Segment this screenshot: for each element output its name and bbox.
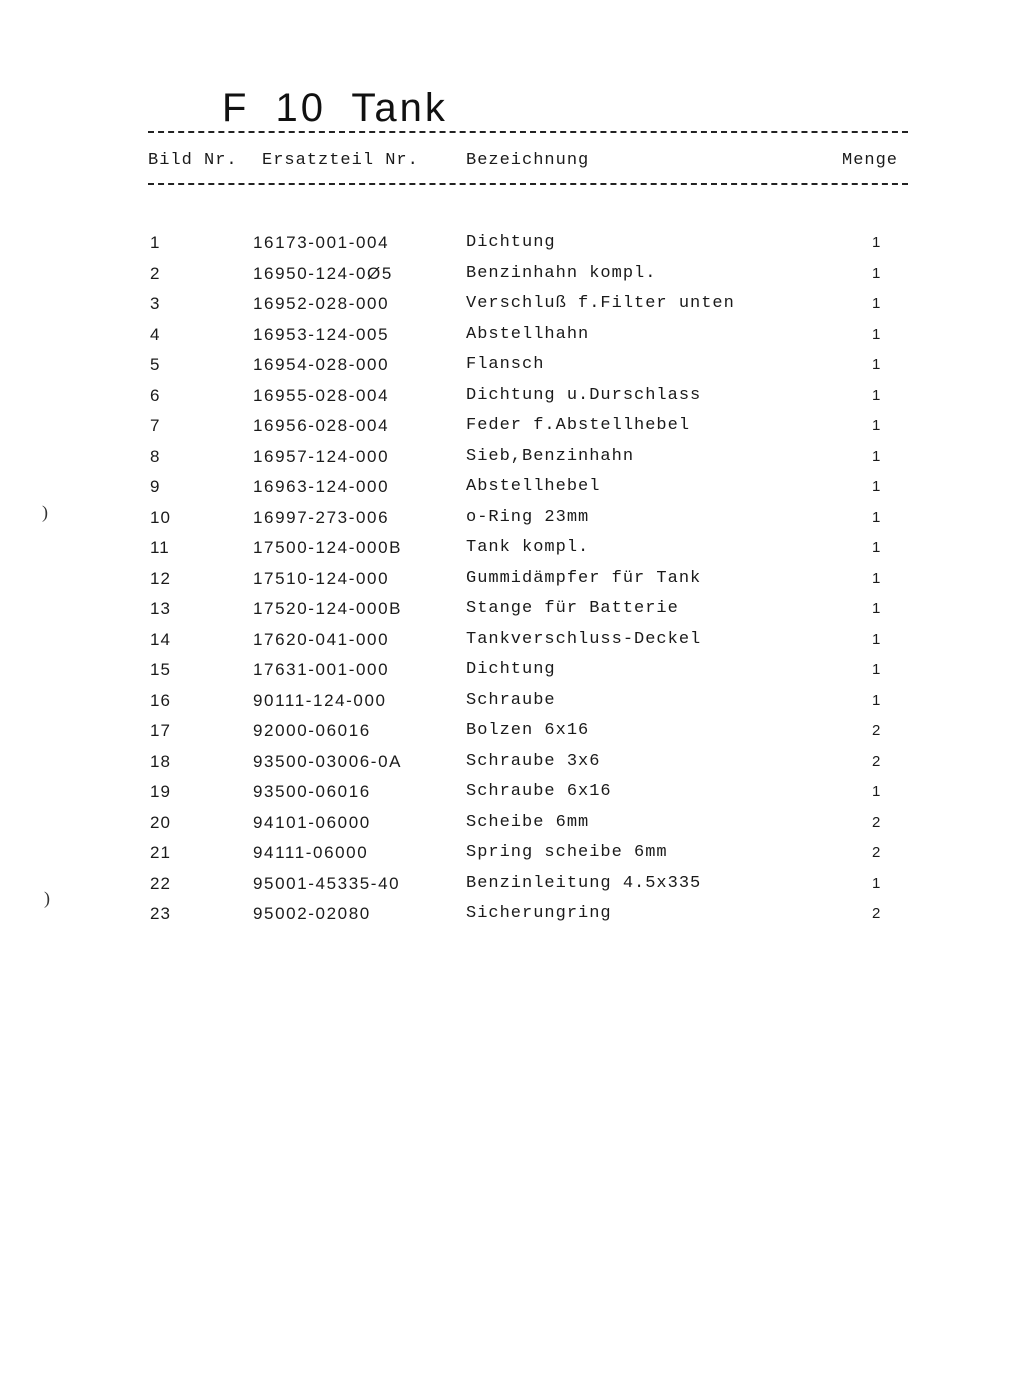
cell-bezeichnung: Scheibe 6mm bbox=[466, 812, 590, 832]
cell-ersatzteil-nr: 93500-06016 bbox=[253, 782, 371, 801]
table-row bbox=[0, 625, 1028, 656]
cell-ersatzteil-nr: 17510-124-000 bbox=[253, 568, 390, 588]
cell-bild-nr: 10 bbox=[150, 507, 171, 527]
cell-bild-nr: 15 bbox=[150, 660, 171, 679]
table-row bbox=[0, 808, 1028, 839]
cell-menge: 2 bbox=[872, 813, 881, 831]
cell-bezeichnung: Tank kompl. bbox=[466, 538, 590, 557]
cell-bezeichnung: Dichtung u.Durschlass bbox=[466, 385, 702, 405]
cell-bezeichnung: Benzinhahn kompl. bbox=[466, 263, 657, 283]
table-row bbox=[0, 869, 1028, 900]
cell-bild-nr: 16 bbox=[150, 690, 171, 710]
cell-bezeichnung: Benzinleitung 4.5x335 bbox=[466, 873, 702, 893]
cell-bezeichnung: Schraube 3x6 bbox=[466, 751, 601, 771]
cell-menge: 1 bbox=[872, 478, 881, 495]
table-row bbox=[0, 350, 1028, 381]
table-row bbox=[0, 228, 1028, 259]
cell-ersatzteil-nr: 95001-45335-40 bbox=[253, 873, 401, 893]
cell-menge: 2 bbox=[872, 844, 881, 861]
cell-ersatzteil-nr: 17620-041-000 bbox=[253, 629, 390, 649]
cell-menge: 1 bbox=[872, 234, 881, 251]
table-row bbox=[0, 533, 1028, 564]
cell-menge: 1 bbox=[872, 264, 881, 282]
table-row bbox=[0, 655, 1028, 686]
cell-ersatzteil-nr: 17500-124-000B bbox=[253, 538, 403, 557]
table-row bbox=[0, 686, 1028, 717]
column-header-menge: Menge bbox=[842, 151, 899, 170]
cell-menge: 1 bbox=[872, 295, 881, 312]
column-header-ersatzteil-nr: Ersatzteil Nr. bbox=[262, 151, 419, 170]
margin-mark: ) bbox=[44, 888, 50, 908]
column-header-bild-nr: Bild Nr. bbox=[148, 151, 238, 170]
table-row bbox=[0, 503, 1028, 534]
cell-bild-nr: 8 bbox=[150, 446, 161, 466]
cell-bezeichnung: Abstellhahn bbox=[466, 324, 590, 344]
table-row bbox=[0, 716, 1028, 747]
cell-bezeichnung: Schraube bbox=[466, 690, 556, 710]
column-header-bezeichnung: Bezeichnung bbox=[466, 151, 590, 170]
table-row bbox=[0, 411, 1028, 442]
table-row bbox=[0, 777, 1028, 808]
cell-bild-nr: 18 bbox=[150, 751, 171, 771]
cell-ersatzteil-nr: 17520-124-000B bbox=[253, 599, 403, 618]
cell-bild-nr: 20 bbox=[150, 812, 171, 832]
cell-bild-nr: 2 bbox=[150, 263, 161, 283]
cell-bezeichnung: Abstellhebel bbox=[466, 477, 601, 496]
cell-bild-nr: 3 bbox=[150, 294, 161, 313]
cell-bezeichnung: Spring scheibe 6mm bbox=[466, 843, 668, 862]
table-row bbox=[0, 381, 1028, 412]
cell-bild-nr: 1 bbox=[150, 233, 161, 252]
cell-menge: 1 bbox=[872, 783, 881, 800]
table-row bbox=[0, 442, 1028, 473]
cell-bild-nr: 9 bbox=[150, 477, 161, 496]
cell-menge: 1 bbox=[872, 447, 881, 465]
cell-ersatzteil-nr: 17631-001-000 bbox=[253, 660, 390, 679]
table-row bbox=[0, 899, 1028, 930]
cell-bezeichnung: Feder f.Abstellhebel bbox=[466, 416, 691, 435]
cell-menge: 2 bbox=[872, 905, 881, 922]
cell-ersatzteil-nr: 93500-03006-0A bbox=[253, 751, 403, 771]
cell-bild-nr: 17 bbox=[150, 721, 171, 740]
cell-bild-nr: 5 bbox=[150, 355, 161, 374]
cell-ersatzteil-nr: 16956-028-004 bbox=[253, 416, 390, 435]
cell-bild-nr: 14 bbox=[150, 629, 171, 649]
cell-bezeichnung: Gummidämpfer für Tank bbox=[466, 568, 702, 588]
header-divider bbox=[148, 183, 908, 185]
cell-menge: 1 bbox=[872, 569, 881, 587]
table-row bbox=[0, 259, 1028, 290]
cell-menge: 1 bbox=[872, 356, 881, 373]
cell-bezeichnung: Bolzen 6x16 bbox=[466, 721, 590, 740]
cell-menge: 2 bbox=[872, 752, 881, 770]
cell-bild-nr: 21 bbox=[150, 843, 171, 862]
cell-bild-nr: 11 bbox=[150, 538, 170, 557]
cell-bezeichnung: Sieb,Benzinhahn bbox=[466, 446, 635, 466]
cell-ersatzteil-nr: 16955-028-004 bbox=[253, 385, 390, 405]
cell-ersatzteil-nr: 16954-028-000 bbox=[253, 355, 390, 374]
cell-menge: 1 bbox=[872, 630, 881, 648]
cell-bezeichnung: Sicherungring bbox=[466, 904, 612, 923]
cell-ersatzteil-nr: 16957-124-000 bbox=[253, 446, 390, 466]
table-row bbox=[0, 320, 1028, 351]
cell-bild-nr: 23 bbox=[150, 904, 171, 923]
cell-ersatzteil-nr: 94111-06000 bbox=[253, 843, 369, 862]
page-title: F 10 Tank bbox=[222, 86, 448, 130]
title-underline-divider bbox=[148, 131, 908, 133]
cell-ersatzteil-nr: 94101-06000 bbox=[253, 812, 371, 832]
cell-menge: 1 bbox=[872, 691, 881, 709]
cell-ersatzteil-nr: 16173-001-004 bbox=[253, 233, 390, 252]
cell-bild-nr: 6 bbox=[150, 385, 161, 405]
cell-bild-nr: 7 bbox=[150, 416, 161, 435]
cell-ersatzteil-nr: 16963-124-000 bbox=[253, 477, 390, 496]
cell-ersatzteil-nr: 16950-124-0Ø5 bbox=[253, 263, 393, 283]
table-row bbox=[0, 564, 1028, 595]
table-row bbox=[0, 472, 1028, 503]
table-row bbox=[0, 747, 1028, 778]
table-row bbox=[0, 594, 1028, 625]
cell-bezeichnung: Dichtung bbox=[466, 233, 556, 252]
cell-bezeichnung: Stange für Batterie bbox=[466, 599, 679, 618]
cell-menge: 1 bbox=[872, 600, 881, 617]
cell-bezeichnung: Schraube 6x16 bbox=[466, 782, 612, 801]
cell-bezeichnung: o-Ring 23mm bbox=[466, 507, 590, 527]
table-row bbox=[0, 289, 1028, 320]
cell-ersatzteil-nr: 92000-06016 bbox=[253, 721, 371, 740]
table-row bbox=[0, 838, 1028, 869]
cell-menge: 1 bbox=[872, 417, 881, 434]
cell-bezeichnung: Flansch bbox=[466, 355, 545, 374]
cell-ersatzteil-nr: 16953-124-005 bbox=[253, 324, 390, 344]
cell-ersatzteil-nr: 16997-273-006 bbox=[253, 507, 390, 527]
cell-bezeichnung: Verschluß f.Filter unten bbox=[466, 294, 735, 313]
cell-bezeichnung: Tankverschluss-Deckel bbox=[466, 629, 702, 649]
cell-ersatzteil-nr: 95002-02080 bbox=[253, 904, 371, 923]
cell-menge: 1 bbox=[872, 508, 881, 526]
margin-mark: ) bbox=[42, 502, 48, 522]
cell-menge: 1 bbox=[872, 539, 881, 556]
cell-menge: 2 bbox=[872, 722, 881, 739]
cell-bild-nr: 13 bbox=[150, 599, 171, 618]
cell-menge: 1 bbox=[872, 874, 881, 892]
cell-bezeichnung: Dichtung bbox=[466, 660, 556, 679]
cell-ersatzteil-nr: 90111-124-000 bbox=[253, 690, 387, 710]
parts-table bbox=[0, 228, 1028, 930]
cell-ersatzteil-nr: 16952-028-000 bbox=[253, 294, 390, 313]
cell-bild-nr: 12 bbox=[150, 568, 171, 588]
cell-menge: 1 bbox=[872, 325, 881, 343]
cell-bild-nr: 22 bbox=[150, 873, 171, 893]
cell-bild-nr: 4 bbox=[150, 324, 161, 344]
cell-menge: 1 bbox=[872, 386, 881, 404]
cell-bild-nr: 19 bbox=[150, 782, 171, 801]
cell-menge: 1 bbox=[872, 661, 881, 678]
